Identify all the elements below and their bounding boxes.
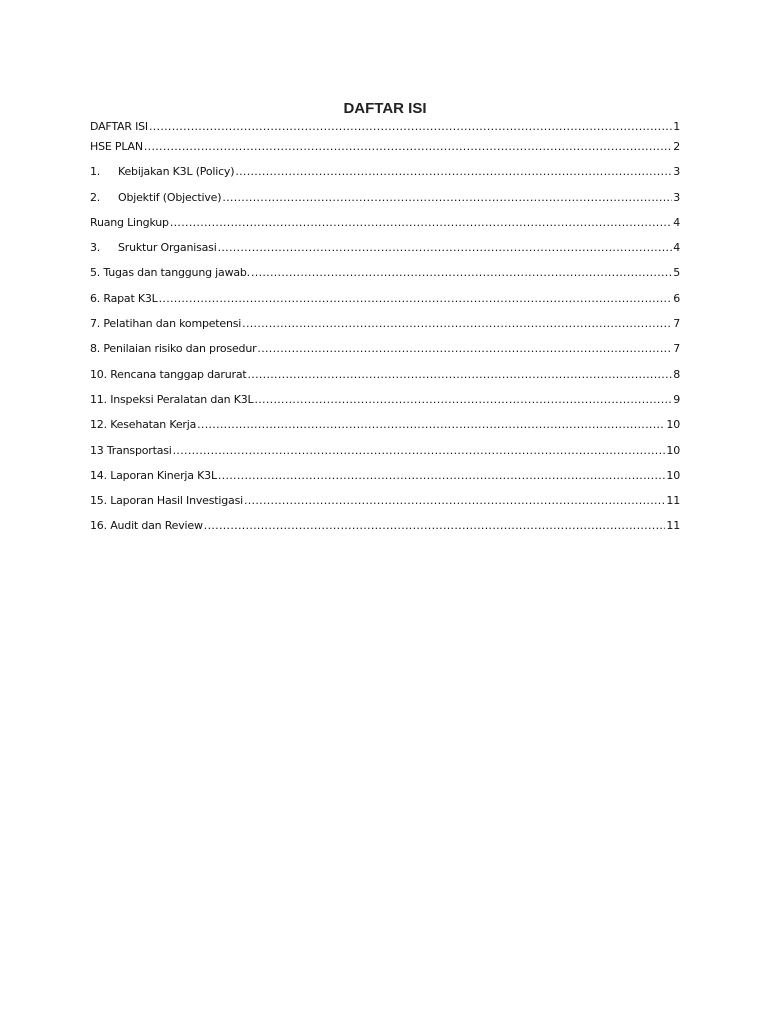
toc-entry-ruang-lingkup[interactable] (90, 216, 680, 241)
toc-dot-leader (235, 165, 672, 178)
toc-entry-laporan-kinerja[interactable] (90, 469, 680, 494)
toc-entry-kebijakan[interactable] (90, 165, 680, 190)
toc-title: DAFTAR ISI (343, 100, 427, 117)
toc-entry-text: Ruang Lingkup (90, 215, 169, 229)
toc-dot-leader (170, 216, 672, 229)
toc-dot-leader (254, 393, 672, 406)
toc-entry-text: 14. Laporan Kinerja K3L (90, 468, 217, 482)
toc-entry-text: DAFTAR ISI (90, 120, 148, 133)
toc-dot-leader (218, 469, 666, 482)
toc-page-number: 3 (673, 190, 680, 204)
toc-entry-tugas[interactable] (90, 266, 680, 291)
toc-entry-number: 3. (90, 241, 101, 255)
toc-entry-text: HSE PLAN (90, 140, 143, 153)
toc-entry-text: 11. Inspeksi Peralatan dan K3L (90, 392, 254, 406)
toc-entry-transportasi[interactable] (90, 444, 680, 469)
toc-entry-daftar-isi[interactable] (90, 120, 680, 140)
toc-page-number: 7 (673, 317, 680, 331)
toc-entry-hse-plan[interactable] (90, 140, 680, 165)
toc-entry-text: 10. Rencana tanggap darurat (90, 367, 247, 381)
toc-entry-text: Sruktur Organisasi (118, 241, 217, 255)
toc-entry-number: 1. (90, 165, 101, 179)
toc-entry-text: 15. Laporan Hasil Investigasi (90, 494, 243, 508)
toc-page-number: 2 (673, 140, 680, 153)
toc-dot-leader (149, 120, 672, 133)
toc-entry-pelatihan[interactable] (90, 317, 680, 342)
toc-entry-text: 16. Audit dan Review (90, 519, 203, 533)
toc-dot-leader (242, 317, 672, 330)
toc-entry-text: 12. Kesehatan Kerja (90, 418, 197, 432)
toc-entry-text: Objektif (Objective) (118, 190, 222, 204)
toc-entry-text: 7. Pelatihan dan kompetensi (90, 317, 242, 331)
toc-dot-leader (173, 444, 666, 457)
toc-entry-text: 13 Transportasi (90, 443, 172, 457)
toc-dot-leader (159, 292, 673, 305)
toc-page-number: 11 (666, 519, 680, 533)
toc-entry-text: 6. Rapat K3L (90, 291, 158, 305)
toc-dot-leader (222, 191, 672, 204)
toc-entry-number: 2. (90, 190, 101, 204)
toc-entry-struktur-organisasi[interactable] (90, 241, 680, 266)
toc-entry-text: Kebijakan K3L (Policy) (118, 165, 235, 179)
toc-page-number: 6 (673, 291, 680, 305)
toc-page-number: 10 (666, 418, 680, 432)
toc-entry-audit[interactable] (90, 519, 680, 544)
toc-list (90, 120, 680, 545)
toc-entry-text: 8. Penilaian risiko dan prosedur (90, 342, 257, 356)
toc-page-number: 3 (673, 165, 680, 179)
toc-page-number: 1 (673, 120, 680, 133)
toc-entry-objektif[interactable] (90, 191, 680, 216)
toc-page-number: 8 (673, 367, 680, 381)
toc-page-number: 7 (673, 342, 680, 356)
toc-page-number: 10 (666, 468, 680, 482)
toc-entry-inspeksi[interactable] (90, 393, 680, 418)
toc-page-number: 4 (673, 215, 680, 229)
toc-page-number: 11 (666, 494, 680, 508)
toc-entry-penilaian[interactable] (90, 342, 680, 367)
toc-dot-leader (218, 241, 673, 254)
toc-entry-text: 5. Tugas dan tanggung jawab. (90, 266, 250, 280)
toc-entry-rencana[interactable] (90, 368, 680, 393)
toc-page-number: 9 (673, 392, 680, 406)
table-of-contents (90, 98, 680, 545)
toc-page-number: 5 (673, 266, 680, 280)
toc-page-number: 10 (666, 443, 680, 457)
toc-dot-leader (197, 418, 665, 431)
toc-entry-laporan-investigasi[interactable] (90, 494, 680, 519)
toc-dot-leader (247, 368, 672, 381)
toc-dot-leader (144, 140, 672, 153)
toc-dot-leader (244, 494, 665, 507)
toc-entry-kesehatan[interactable] (90, 418, 680, 443)
toc-dot-leader (204, 519, 666, 532)
toc-page-number: 4 (673, 241, 680, 255)
toc-dot-leader (257, 342, 672, 355)
toc-entry-rapat[interactable] (90, 292, 680, 317)
toc-dot-leader (251, 266, 672, 279)
